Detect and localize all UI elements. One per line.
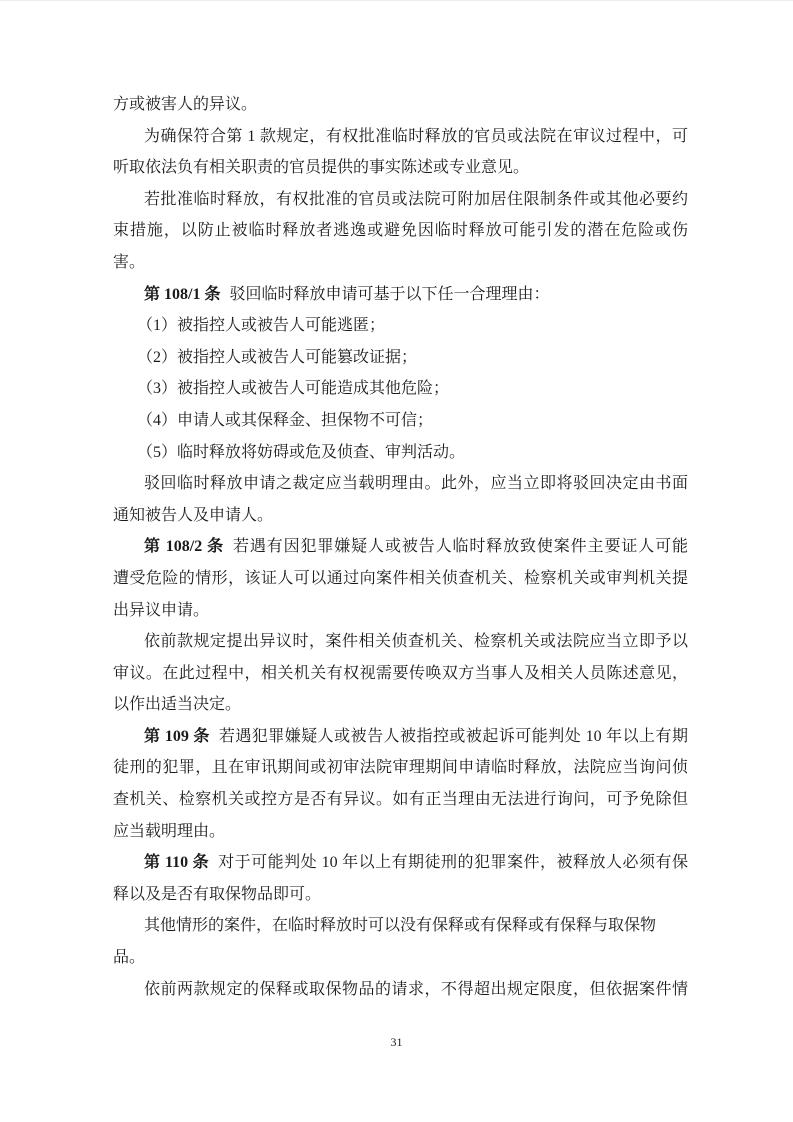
text-line: 若批准临时释放，有权批准的官员或法院可附加居住限制条件或其他必要约 [144, 190, 688, 208]
article-number-label: 第 110 条 [144, 854, 210, 872]
text-line: 出异议申请。 [113, 601, 210, 619]
text-line: 害。 [113, 253, 146, 271]
text-line: 驳回临时释放申请之裁定应当载明理由。此外，应当立即将驳回决定由书面 [144, 475, 688, 493]
text-line: 方或被害人的异议。 [113, 96, 258, 113]
text-line: （5）临时释放将妨碍或危及侦查、审判活动。 [137, 443, 466, 461]
article-line [113, 531, 688, 563]
article-text: 若遇犯罪嫌疑人或被告人被指控或被起诉可能判处 10 年以上有期 [218, 727, 688, 745]
article-line [113, 721, 688, 753]
text-line: 束措施，以防止被临时释放者逃逸或避免因临时释放可能引发的潜在危险或伤 [113, 222, 688, 240]
text-line: 审议。在此过程中，相关机关有权视需要传唤双方当事人及相关人员陈述意见， [113, 664, 688, 682]
article-number-label: 第 109 条 [144, 727, 210, 745]
text-line: （4）申请人或其保释金、担保物不可信； [137, 411, 434, 429]
text-line: （2）被指控人或被告人可能篡改证据； [137, 348, 418, 366]
text-line: 听取依法负有相关职责的官员提供的事实陈述或专业意见。 [113, 159, 530, 177]
article-line [113, 279, 688, 311]
article-line [113, 847, 688, 879]
document-body [113, 89, 688, 1005]
text-line: 依前两款规定的保释或取保物品的请求，不得超出规定限度，但依据案件情 [144, 980, 688, 998]
article-text: 若遇有因犯罪嫌疑人或被告人临时释放致使案件主要证人可能 [232, 538, 688, 556]
article-text: 对于可能判处 10 年以上有期徒刑的犯罪案件，被释放人必须有保 [218, 854, 688, 872]
page-number: 31 [390, 1035, 403, 1049]
text-line: 为确保符合第 1 款规定，有权批准临时释放的官员或法院在审议过程中，可 [144, 127, 688, 145]
article-number-label: 第 108/2 条 [144, 538, 224, 556]
article-text: 驳回临时释放申请可基于以下任一合理理由： [229, 285, 550, 303]
text-line: 徒刑的犯罪，且在审讯期间或初审法院审理期间申请临时释放，法院应当询问侦 [113, 759, 688, 777]
text-line: 通知被告人及申请人。 [113, 506, 274, 524]
article-number-label: 第 108/1 条 [144, 285, 221, 303]
text-line: 依前款规定提出异议时，案件相关侦查机关、检察机关或法院应当立即予以 [144, 633, 688, 651]
text-line: 查机关、检察机关或控方是否有异议。如有正当理由无法进行询问，可予免除但 [113, 791, 688, 809]
text-line: （3）被指控人或被告人可能造成其他危险； [137, 380, 450, 398]
text-line: 遭受危险的情形，该证人可以通过向案件相关侦查机关、检察机关或审判机关提 [113, 569, 688, 587]
text-line: 以作出适当决定。 [113, 696, 242, 714]
text-line: 释以及是否有取保物品即可。 [113, 885, 322, 903]
text-line: 应当载明理由。 [113, 822, 226, 840]
text-line: 品。 [113, 949, 146, 967]
text-line: 其他情形的案件，在临时释放时可以没有保释或有保释或有保释与取保物 [144, 917, 657, 935]
text-line: （1）被指控人或被告人可能逃匿； [137, 317, 386, 335]
